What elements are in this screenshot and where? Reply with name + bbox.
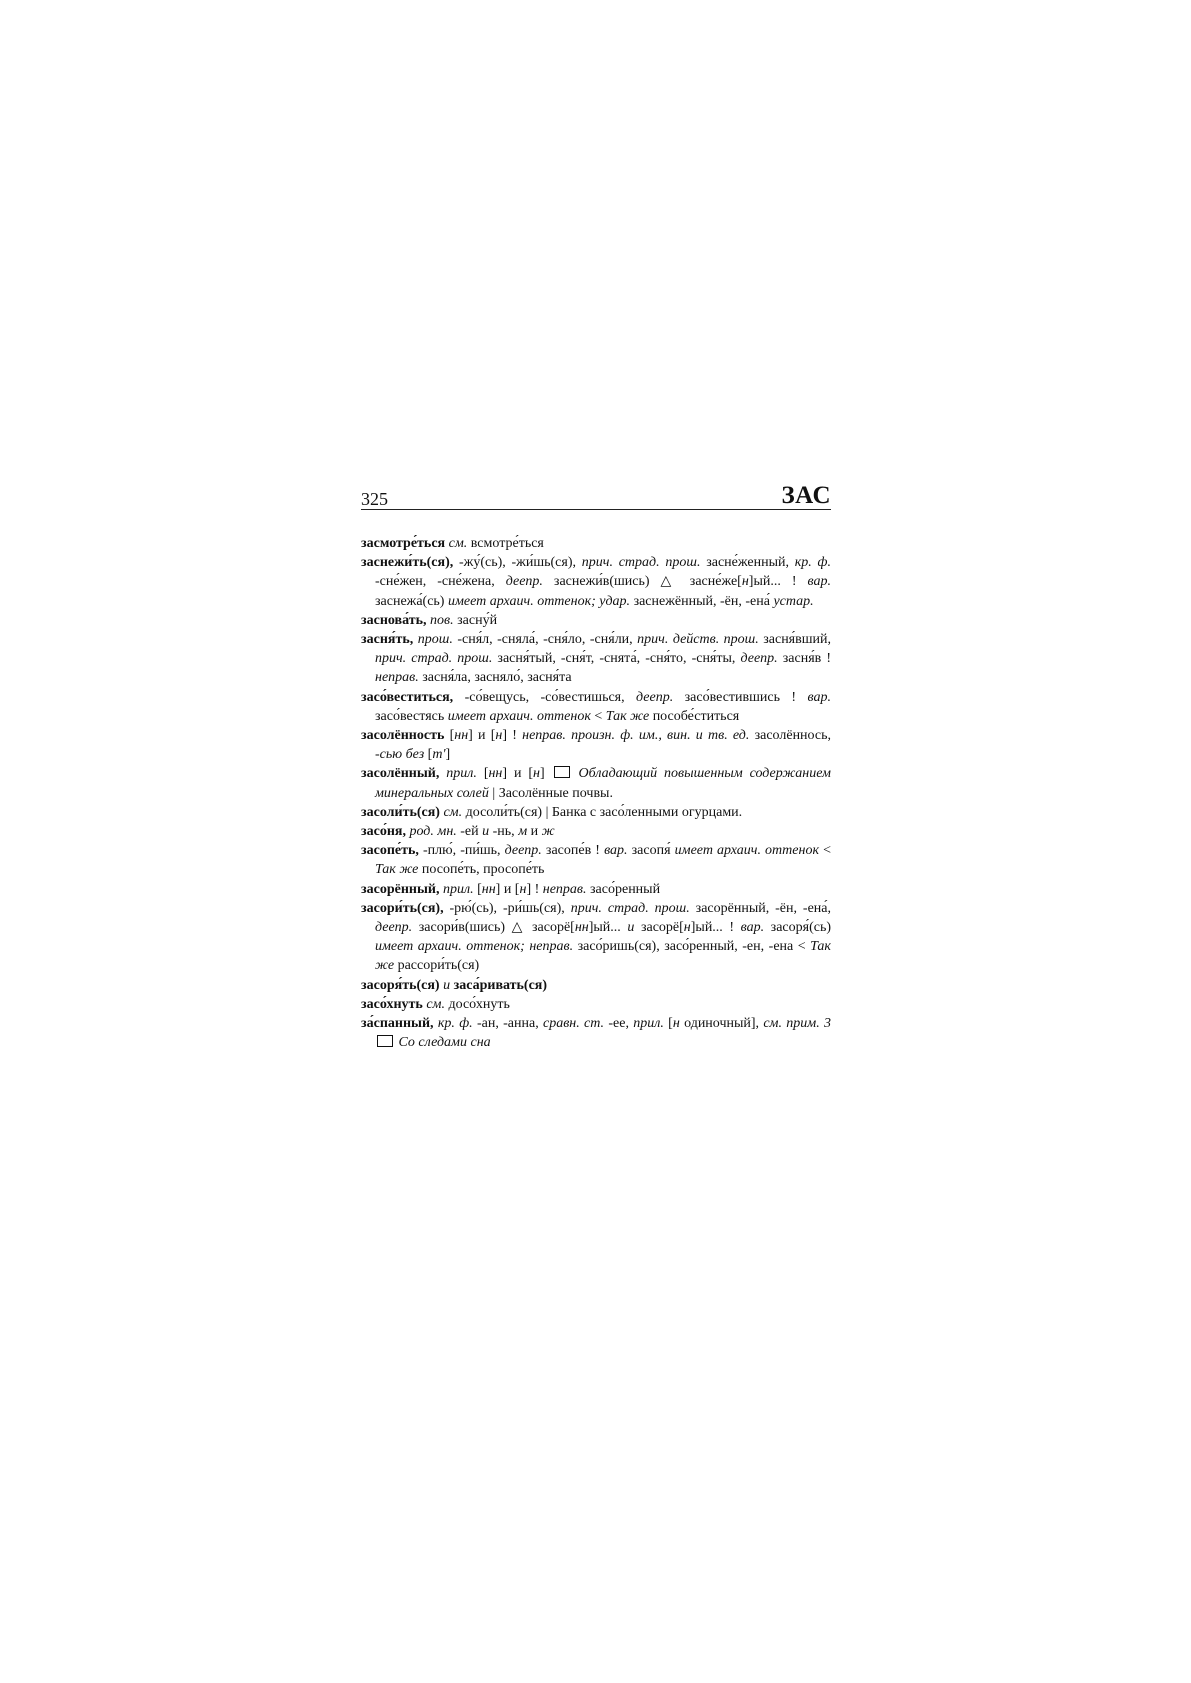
- grammar-label: см.: [426, 996, 445, 1012]
- entry-text: ]ый...: [588, 920, 628, 936]
- grammar-label: Так же: [605, 708, 650, 724]
- entry-text: ] !: [502, 728, 523, 744]
- grammar-label: сравн. ст.: [543, 1016, 605, 1032]
- dictionary-entry: [361, 899, 831, 976]
- headword: засо́хнуть: [361, 996, 423, 1012]
- grammar-label: Со следами сна: [398, 1035, 491, 1051]
- entry-text: ] и [: [468, 728, 496, 744]
- entry-text: засопе́в !: [541, 843, 605, 859]
- entry-text: засопя́: [627, 843, 675, 859]
- headword: засолённый,: [361, 766, 440, 782]
- dictionary-entry: [361, 1014, 831, 1052]
- entry-text: засорё[: [634, 920, 684, 936]
- grammar-label: прил.: [442, 881, 474, 897]
- guide-word: ЗАС: [781, 482, 831, 509]
- dictionary-entry: [361, 726, 831, 764]
- grammar-label: и: [443, 977, 451, 993]
- entry-text: -нь,: [489, 824, 519, 840]
- entry-text: засолённось,: [749, 728, 832, 744]
- grammar-label: имеет архаич. оттенок;: [447, 593, 596, 609]
- entry-text: [: [476, 766, 489, 782]
- grammar-label: кр. ф.: [437, 1016, 473, 1032]
- entry-text: <: [590, 708, 606, 724]
- grammar-label: н: [495, 728, 503, 744]
- grammar-label: нн: [574, 920, 589, 936]
- entry-text: засня́в !: [777, 651, 831, 667]
- entry-text: и: [527, 824, 542, 840]
- grammar-label: имеет архаич. оттенок: [447, 708, 591, 724]
- grammar-label: нн: [488, 766, 503, 782]
- grammar-label: деепр.: [636, 689, 674, 705]
- entry-text: -ее,: [604, 1016, 634, 1032]
- grammar-label: деепр.: [504, 843, 542, 859]
- entry-text: ] и [: [495, 881, 520, 897]
- headword: заснежи́ть(ся),: [361, 555, 454, 571]
- headword: засмотре́ться: [361, 536, 446, 551]
- grammar-label: пов.: [430, 612, 454, 628]
- entry-text: засорённый, -ён, -ена́,: [689, 900, 832, 916]
- grammar-label: прич. страд. прош.: [570, 900, 690, 916]
- grammar-label: имеет архаич. оттенок: [674, 843, 819, 859]
- grammar-label: удар.: [599, 593, 631, 609]
- entry-text: засня́тый, -сня́т, -снята́, -сня́то, -сня́ты,: [492, 651, 741, 667]
- dictionary-entry: [361, 822, 831, 841]
- grammar-label: н: [533, 766, 540, 782]
- entry-text: [: [444, 728, 455, 744]
- entry-text: засо́вестясь: [375, 708, 448, 724]
- entry-text: [: [663, 1016, 673, 1032]
- grammar-label: деепр.: [740, 651, 778, 667]
- grammar-label: т': [432, 747, 446, 763]
- headword: засорённый,: [361, 881, 440, 897]
- dictionary-entry: [361, 688, 831, 726]
- grammar-label: вар.: [740, 920, 765, 936]
- entry-text: засо́ренный: [586, 881, 661, 897]
- entry-text: заснежи́в(шись) △ засне́же[: [542, 574, 742, 590]
- grammar-label: прич. страд. прош.: [375, 651, 493, 667]
- entry-text: досо́хнуть: [445, 996, 510, 1012]
- entry-text: заснежённый, -ён, -ена́: [630, 593, 774, 609]
- headword: заса́ривать(ся): [453, 977, 548, 993]
- dictionary-entry: [361, 553, 831, 611]
- grammar-label: прил.: [446, 766, 477, 782]
- entry-text: засня́вший,: [758, 632, 832, 648]
- definition-box-icon: [377, 1035, 393, 1047]
- entry-text: ]: [540, 766, 552, 782]
- page-number: 325: [361, 489, 388, 509]
- definition-box-icon: [554, 766, 570, 778]
- grammar-label: см.: [448, 536, 468, 551]
- grammar-label: нн: [481, 881, 496, 897]
- entry-text: [: [473, 881, 482, 897]
- entry-text: засо́вестившись !: [673, 689, 808, 705]
- entry-text: ]: [445, 747, 451, 763]
- dictionary-entry: [361, 880, 831, 899]
- grammar-label: неправ.: [375, 670, 419, 686]
- dictionary-entry: [361, 534, 831, 553]
- grammar-label: и: [482, 824, 490, 840]
- grammar-label: деепр.: [505, 574, 543, 590]
- entry-text: засори́в(шись) △ засорё[: [412, 920, 575, 936]
- entry-text: <: [819, 843, 831, 859]
- grammar-label: неправ.: [542, 881, 587, 897]
- grammar-label: кр. ф.: [794, 555, 831, 571]
- entry-text: засня́ла, засняло́, засня́та: [418, 670, 572, 686]
- dictionary-entry: [361, 976, 831, 995]
- grammar-label: н: [672, 1016, 680, 1032]
- grammar-label: м: [518, 824, 528, 840]
- grammar-label: устар.: [773, 593, 814, 609]
- dictionary-entry: [361, 803, 831, 822]
- grammar-label: Так же: [375, 862, 419, 878]
- entry-text: заснежа́(сь): [375, 593, 448, 609]
- entry-text: -сня́л, -сняла́, -сня́ло, -сня́ли,: [452, 632, 638, 648]
- headword: засолённость: [361, 728, 445, 744]
- entry-text: засо́ришь(ся), засо́ренный, -ен, -ена <: [573, 939, 811, 955]
- headword: за́спанный,: [361, 1016, 434, 1032]
- headword: засори́ть(ся),: [361, 900, 444, 916]
- dictionary-entry: [361, 764, 831, 802]
- headword: заснова́ть,: [361, 612, 427, 628]
- grammar-label: Так же: [375, 939, 831, 974]
- headword: засоли́ть(ся): [361, 804, 440, 820]
- grammar-label: неправ.: [529, 939, 574, 955]
- entry-text: | Засолённые почвы.: [488, 785, 613, 801]
- entry-text: -рю́(сь), -ри́шь(ся),: [443, 900, 571, 916]
- grammar-label: деепр.: [375, 920, 413, 936]
- dictionary-entry: [361, 611, 831, 630]
- grammar-label: род. мн.: [409, 824, 457, 840]
- entry-text: -со́вещусь, -со́вестишься,: [453, 689, 637, 705]
- grammar-label: см. прим. 3: [763, 1016, 832, 1032]
- entry-text: -жу́(сь), -жи́шь(ся),: [453, 555, 582, 571]
- entry-text: -ей: [456, 824, 483, 840]
- entry-text: засну́й: [453, 612, 498, 628]
- grammar-label: вар.: [807, 689, 831, 705]
- entry-text: рассори́ть(ся): [394, 958, 480, 974]
- entry-text: всмотре́ться: [467, 536, 544, 551]
- grammar-label: ж: [541, 824, 555, 840]
- entry-text: -сне́жен, -сне́жена,: [375, 574, 506, 590]
- entry-text: ] и [: [502, 766, 534, 782]
- dictionary-entry: [361, 995, 831, 1014]
- entry-text: ] !: [526, 881, 543, 897]
- grammar-label: см.: [443, 804, 463, 820]
- headword: засо́ня,: [361, 824, 406, 840]
- entry-text: ]ый... !: [748, 574, 808, 590]
- grammar-label: и: [627, 920, 635, 936]
- entry-text: посопе́ть, просопе́ть: [418, 862, 545, 878]
- entry-text: [: [424, 747, 433, 763]
- headword: засопе́ть,: [361, 843, 419, 859]
- dictionary-page: [361, 482, 831, 1052]
- entry-text: засне́женный,: [700, 555, 795, 571]
- entry-text: -ан, -анна,: [472, 1016, 544, 1032]
- grammar-label: н: [519, 881, 527, 897]
- grammar-label: н: [683, 920, 691, 936]
- grammar-label: неправ. произн. ф. им., вин. и тв. ед.: [522, 728, 750, 744]
- grammar-label: прил.: [633, 1016, 664, 1032]
- grammar-label: имеет архаич. оттенок;: [375, 939, 525, 955]
- entry-text: пособе́ститься: [649, 708, 740, 724]
- running-head: [361, 482, 831, 510]
- grammar-label: н: [741, 574, 749, 590]
- grammar-label: нн: [454, 728, 469, 744]
- entry-text: засоря́(сь): [764, 920, 832, 936]
- dictionary-entry: [361, 841, 831, 879]
- headword: засня́ть,: [361, 632, 414, 648]
- entry-list: [361, 534, 831, 1052]
- entry-text: одиночный],: [679, 1016, 764, 1032]
- grammar-label: -сью без: [375, 747, 425, 763]
- entry-text: досоли́ть(ся) | Банка с засо́ленными огурцами.: [462, 804, 743, 820]
- grammar-label: прош.: [417, 632, 453, 648]
- headword: засо́веститься,: [361, 689, 454, 705]
- headword: засоря́ть(ся): [361, 977, 440, 993]
- grammar-label: вар.: [807, 574, 831, 590]
- entry-text: -плю́, -пи́шь,: [418, 843, 505, 859]
- dictionary-entry: [361, 630, 831, 688]
- entry-text: ]ый... !: [690, 920, 741, 936]
- grammar-label: Обладающий повышенным содержанием минеральных солей: [375, 766, 831, 801]
- grammar-label: вар.: [604, 843, 628, 859]
- grammar-label: прич. страд. прош.: [581, 555, 701, 571]
- grammar-label: прич. действ. прош.: [637, 632, 759, 648]
- entry-text: [572, 766, 579, 781]
